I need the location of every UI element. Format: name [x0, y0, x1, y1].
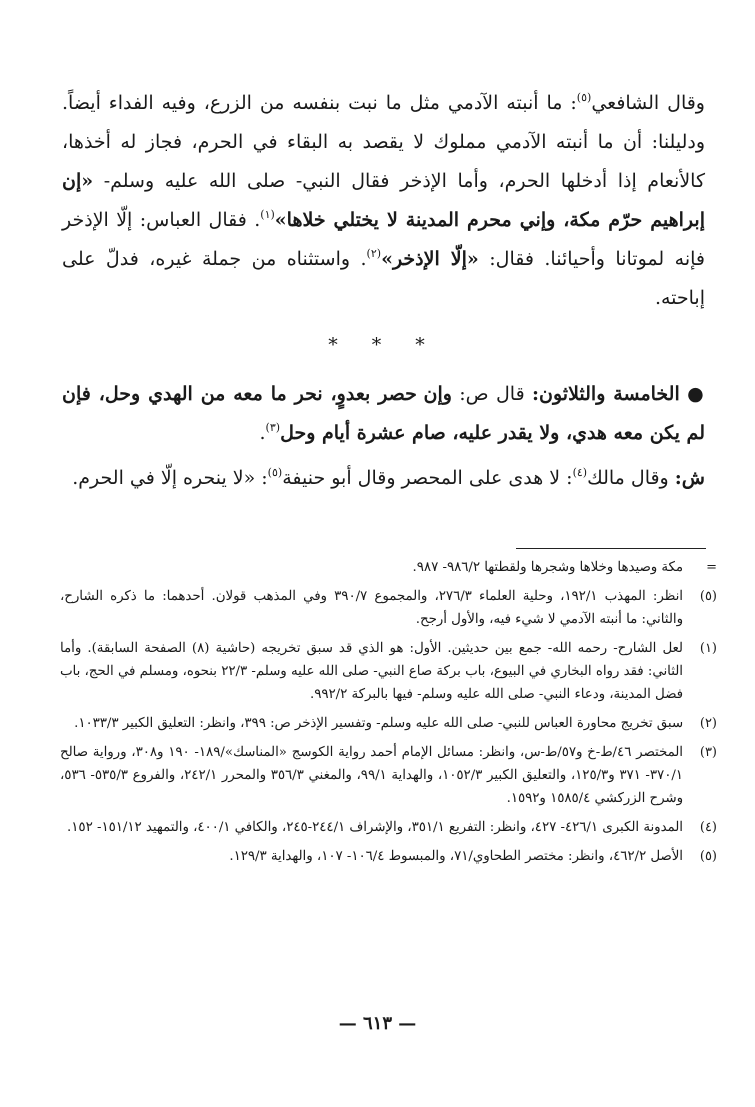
hadith-quote: «إلّا الإذخر» [381, 248, 479, 270]
footnote-ref[interactable]: (٢) [366, 247, 382, 260]
footnote-item [60, 585, 717, 631]
footnote-text: المدونة الكبرى ٤٢٦/١- ٤٢٧، وانظر: التفريع ٣٥١/١، والإشراف ٢٤٤/١-٢٤٥، والكافي ٤٠٠/١، والتمهيد ١٥١/١٢- ١٥٢. [67, 820, 683, 835]
footnote-marker: (٥) [699, 849, 717, 864]
footnote-marker: (٣) [699, 745, 717, 760]
footnote-marker: (٤) [699, 820, 717, 835]
footnote-marker: (١) [699, 641, 717, 656]
footnote-item [60, 556, 717, 579]
issue-label: الخامسة والثلاثون: [532, 383, 680, 405]
page-number: — ٦١٣ — [338, 1013, 417, 1034]
footnote-marker: (٥) [699, 589, 717, 604]
footnote-text: سبق تخريج محاورة العباس للنبي- صلى الله عليه وسلم- وتفسير الإذخر ص: ٣٩٩، وانظر: التعليق الكبير ١٠٣٣/٣. [74, 716, 683, 731]
footnote-ref[interactable]: (١) [260, 208, 275, 221]
footnote-item [60, 712, 717, 735]
footnote-marker: = [706, 560, 717, 575]
hadith-quote: «إن إبراهيم حرّم مكة، وإني محرم المدينة لا يختلي خلاها» [62, 170, 705, 231]
main-text [62, 84, 705, 498]
footnote-ref[interactable]: (٥) [267, 466, 283, 479]
footnote-item [60, 637, 717, 706]
footnote-item [60, 845, 717, 868]
footnote-text: مكة وصيدها وخلاها وشجرها ولقطتها ٩٨٦/٢- ٩٨٧. [412, 560, 683, 575]
sharh-paragraph: ش: وقال مالك$^{(٤)}$: لا هدى على المحصر وقال أبو حنيفة$^{(٥)}$: «لا ينحره إلّا في الحرم. [72, 466, 705, 489]
issue-text: وإن حصر بعدوٍ، نحر ما معه من الهدي وحل، فإن لم يكن معه هدي، ولا يقدر عليه، صام عشرة أيام وحل [62, 383, 705, 444]
footnotes [60, 556, 717, 874]
footnote-text: الأصل ٤٦٢/٢، وانظر: مختصر الطحاوي/٧١، والمبسوط ١٠٦/٤- ١٠٧، والهداية ١٢٩/٣. [229, 849, 683, 864]
footnote-ref[interactable]: (٥) [576, 91, 592, 104]
footnote-item [60, 741, 717, 810]
footnote-text: لعل الشارح- رحمه الله- جمع بين حديثين. الأول: هو الذي قد سبق تخريجه (حاشية (٨) الصفحة السابقة). وأما الثاني: فقد رواه البخاري في البيوع، باب بركة صاع النبي- صلى الله عليه وسلم- ٢٢/٣ بنحوه، ومسلم في الحج، باب فضل المدينة، ودعاء النبي- صلى الله عليه وسلم- فيها بالبركة ٩٩٢/٢. [60, 641, 683, 702]
footnote-divider [516, 548, 706, 549]
footnote-text: المختصر ٤٦/ط-خ و٥٧/ط-س، وانظر: مسائل الإمام أحمد رواية الكوسج «المناسك»/١٨٩- ١٩٠ و٣٠٨، ورواية صالح ٣٧٠/١- ٣٧١ و١٢٥/٣، والتعليق الكبير ١٠٥٢/٣، والهداية ٩٩/١، والمغني ٣٥٦/٣ والمحرر ٢٤٢/١، والفروع ٥٣٥/٣- ٥٣٦، وشرح الزركشي ١٥٨٥/٤ و١٥٩٢. [60, 745, 683, 806]
footnote-item [60, 816, 717, 839]
bullet-icon: ● [687, 383, 705, 405]
footnote-ref[interactable]: (٤) [572, 466, 588, 479]
section-separator: * * * [328, 334, 439, 356]
issue-heading: ● الخامسة والثلاثون: قال ص: وإن حصر بعدوٍ، نحر ما معه من الهدي وحل، فإن لم يكن معه هدي، ولا يقدر عليه، صام عشرة أيام وحل$^{(٣)}$. [62, 383, 705, 444]
footnote-marker: (٢) [699, 716, 717, 731]
shafii-paragraph: وقال الشافعي$^{(٥)}$: ما أنبته الآدمي مثل ما نبت بنفسه من الزرع، وفيه الفداء أيضاً. ودليلنا: أن ما أنبته الآدمي مملوك لا يقصد به البقاء في الحرم، فجاز له أخذها، كالأنعام إذا أدخلها الحرم، وأما الإذخر فقال النبي- صلى الله عليه وسلم- «إن إبراهيم حرّم مكة، وإني محرم المدينة لا يختلي خلاها»$^{(١)}$. فقال العباس: إلّا الإذخر فإنه لموتانا وأحيائنا. فقال: «إلّا الإذخر»$^{(٢)}$. واستثناه من جملة غيره، فدلّ على إباحته. [62, 91, 705, 309]
footnote-text: انظر: المهذب ١٩٢/١، وحلية العلماء ٢٧٦/٣، والمجموع ٣٩٠/٧ وفي المذهب قولان. أحدهما: ما ذكره الشارح، والثاني: ما أنبته الآدمي لا شيء فيه، والأول أرجح. [60, 589, 683, 627]
sharh-label: ش: [674, 467, 705, 489]
footnote-ref[interactable]: (٣) [265, 421, 281, 434]
